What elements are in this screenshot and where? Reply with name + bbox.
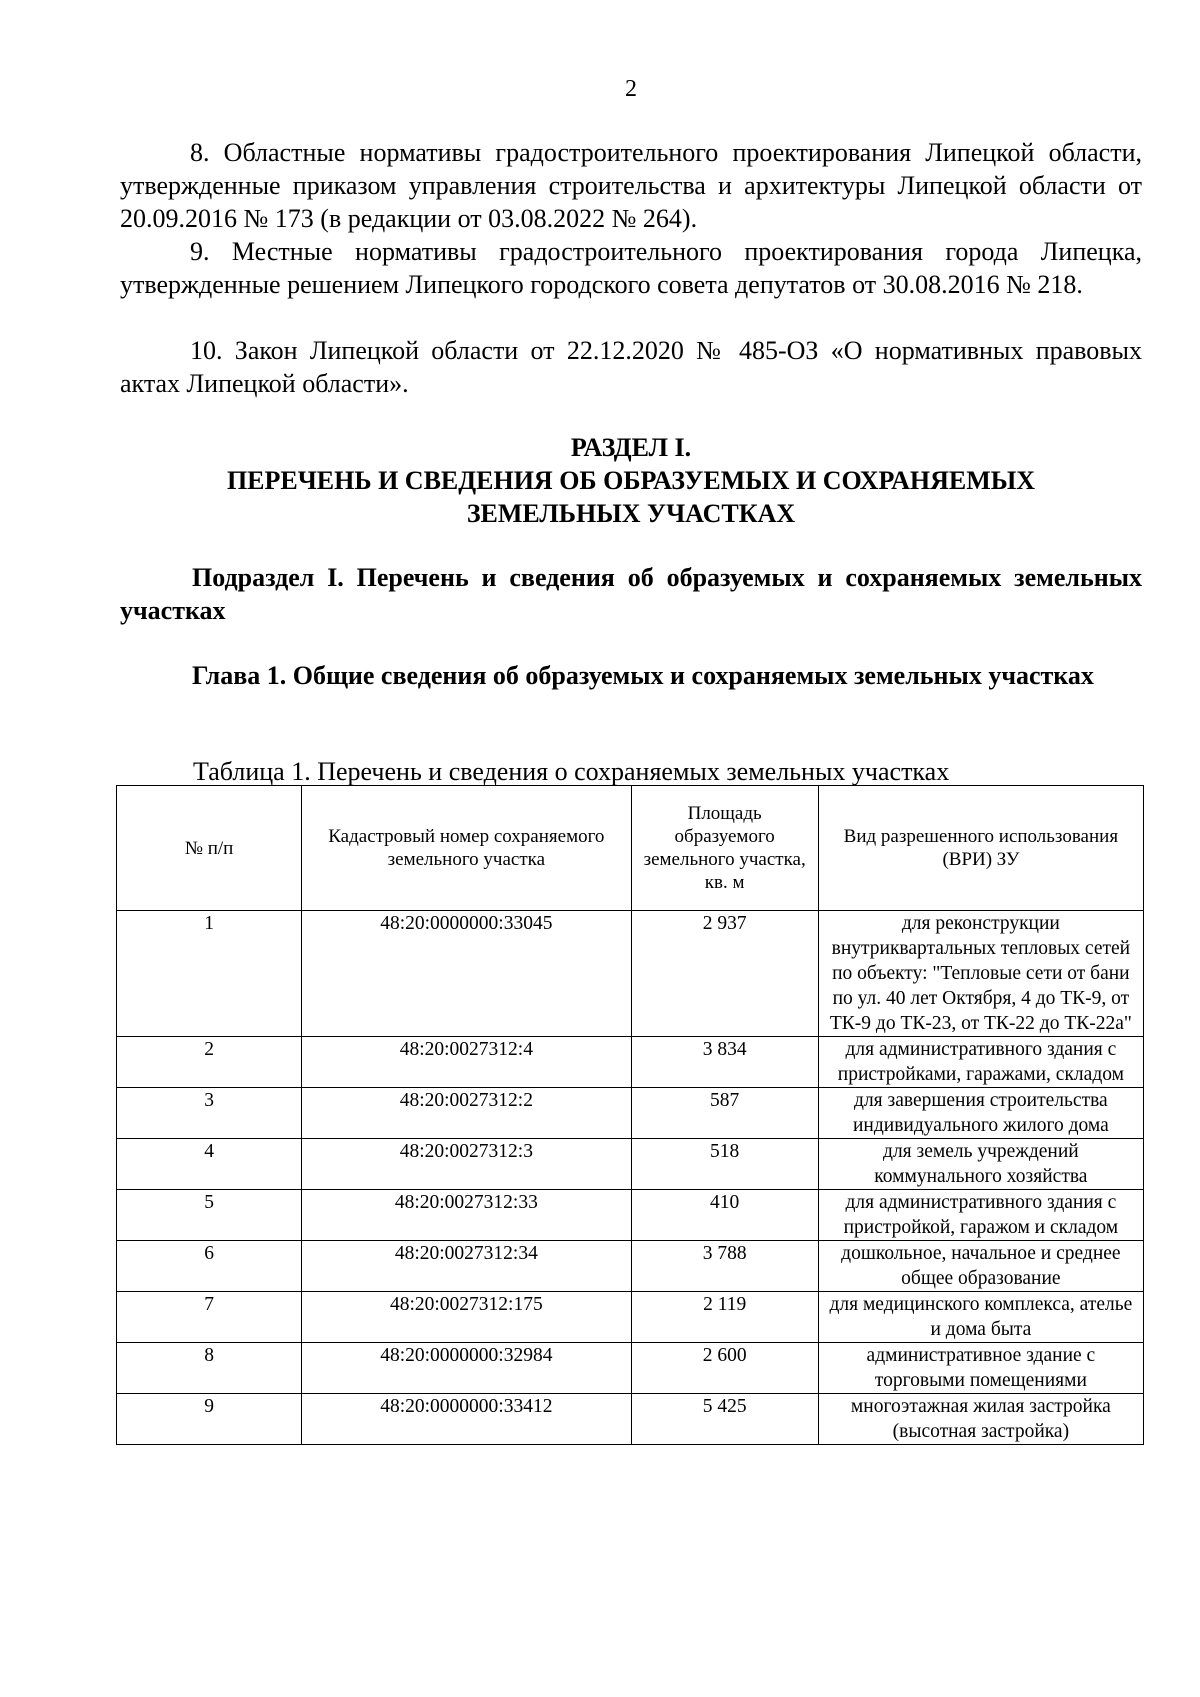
cell-number: 6 <box>117 1241 302 1292</box>
table-row <box>117 1241 1144 1292</box>
section-title-line-3: ЗЕМЕЛЬНЫХ УЧАСТКАХ <box>466 499 796 528</box>
paragraph-9: 9. Местные нормативы градостроительного проектирования города Липецка, утвержденные решением Липецкого городского совета депутатов от 30.08.2016 № 218. <box>120 237 1142 299</box>
cell-permitted-use: для административного здания с пристройками, гаражами, складом <box>818 1037 1143 1088</box>
table-header-row <box>117 786 1144 911</box>
cell-cadastral-number: 48:20:0027312:175 <box>302 1292 631 1343</box>
table-row <box>117 1394 1144 1445</box>
cell-number: 7 <box>117 1292 302 1343</box>
table-row <box>117 911 1144 1037</box>
cell-area: 3 834 <box>631 1037 818 1088</box>
cell-area: 3 788 <box>631 1241 818 1292</box>
table-row <box>117 1037 1144 1088</box>
cell-permitted-use: дошкольное, начальное и среднее общее образование <box>818 1241 1143 1292</box>
land-plots-table <box>116 785 1144 1445</box>
cell-permitted-use: для реконструкции внутриквартальных тепловых сетей по объекту: "Тепловые сети от бани по ул. 40 лет Октября, 4 до ТК-9, от ТК-9 до ТК-23, от ТК-22 до ТК-22а" <box>818 911 1143 1037</box>
table-row <box>117 1292 1144 1343</box>
cell-area: 5 425 <box>631 1394 818 1445</box>
table-row <box>117 1139 1144 1190</box>
header-area: Площадь образуемого земельного участка, кв. м <box>631 786 818 911</box>
cell-number: 2 <box>117 1037 302 1088</box>
cell-number: 8 <box>117 1343 302 1394</box>
cell-cadastral-number: 48:20:0027312:33 <box>302 1190 631 1241</box>
cell-cadastral-number: 48:20:0000000:33045 <box>302 911 631 1037</box>
table-row <box>117 1343 1144 1394</box>
cell-area: 587 <box>631 1088 818 1139</box>
header-number: № п/п <box>117 786 302 911</box>
table-row <box>117 1190 1144 1241</box>
cell-number: 5 <box>117 1190 302 1241</box>
cell-cadastral-number: 48:20:0027312:4 <box>302 1037 631 1088</box>
cell-number: 9 <box>117 1394 302 1445</box>
cell-permitted-use: административное здание с торговыми помещениями <box>818 1343 1143 1394</box>
paragraph-10: 10. Закон Липецкой области от 22.12.2020 № 485-ОЗ «О нормативных правовых актах Липецкой области». <box>120 336 1142 398</box>
section-title <box>120 431 1142 530</box>
cell-permitted-use: для административного здания с пристройкой, гаражом и складом <box>818 1190 1143 1241</box>
cell-number: 4 <box>117 1139 302 1190</box>
table-caption: Таблица 1. Перечень и сведения о сохраняемых земельных участках <box>193 757 950 786</box>
table-row <box>117 1088 1144 1139</box>
cell-number: 1 <box>117 911 302 1037</box>
header-permitted-use: Вид разрешенного использования (ВРИ) ЗУ <box>818 786 1143 911</box>
page-number: 2 <box>625 76 637 102</box>
section-title-line-2: ПЕРЕЧЕНЬ И СВЕДЕНИЯ ОБ ОБРАЗУЕМЫХ И СОХРАНЯЕМЫХ <box>226 466 1036 495</box>
subsection-title: Подраздел I. Перечень и сведения об образуемых и сохраняемых земельных участках <box>120 563 1142 625</box>
chapter-title: Глава 1. Общие сведения об образуемых и сохраняемых земельных участках <box>192 661 1094 690</box>
cell-area: 2 119 <box>631 1292 818 1343</box>
cell-number: 3 <box>117 1088 302 1139</box>
cell-permitted-use: многоэтажная жилая застройка (высотная застройка) <box>818 1394 1143 1445</box>
cell-cadastral-number: 48:20:0027312:34 <box>302 1241 631 1292</box>
cell-cadastral-number: 48:20:0027312:3 <box>302 1139 631 1190</box>
cell-permitted-use: для завершения строительства индивидуального жилого дома <box>818 1088 1143 1139</box>
cell-area: 518 <box>631 1139 818 1190</box>
cell-cadastral-number: 48:20:0000000:32984 <box>302 1343 631 1394</box>
section-title-line-1: РАЗДЕЛ I. <box>570 433 692 462</box>
cell-permitted-use: для медицинского комплекса, ателье и дома быта <box>818 1292 1143 1343</box>
cell-area: 410 <box>631 1190 818 1241</box>
paragraph-8: 8. Областные нормативы градостроительного проектирования Липецкой области, утвержденные приказом управления строительства и архитектуры Липецкой области от 20.09.2016 № 173 (в редакции от 03.08.2022 № 264). <box>120 138 1142 233</box>
cell-area: 2 600 <box>631 1343 818 1394</box>
cell-permitted-use: для земель учреждений коммунального хозяйства <box>818 1139 1143 1190</box>
cell-cadastral-number: 48:20:0000000:33412 <box>302 1394 631 1445</box>
cell-area: 2 937 <box>631 911 818 1037</box>
header-cadastral-number: Кадастровый номер сохраняемого земельного участка <box>302 786 631 911</box>
cell-cadastral-number: 48:20:0027312:2 <box>302 1088 631 1139</box>
